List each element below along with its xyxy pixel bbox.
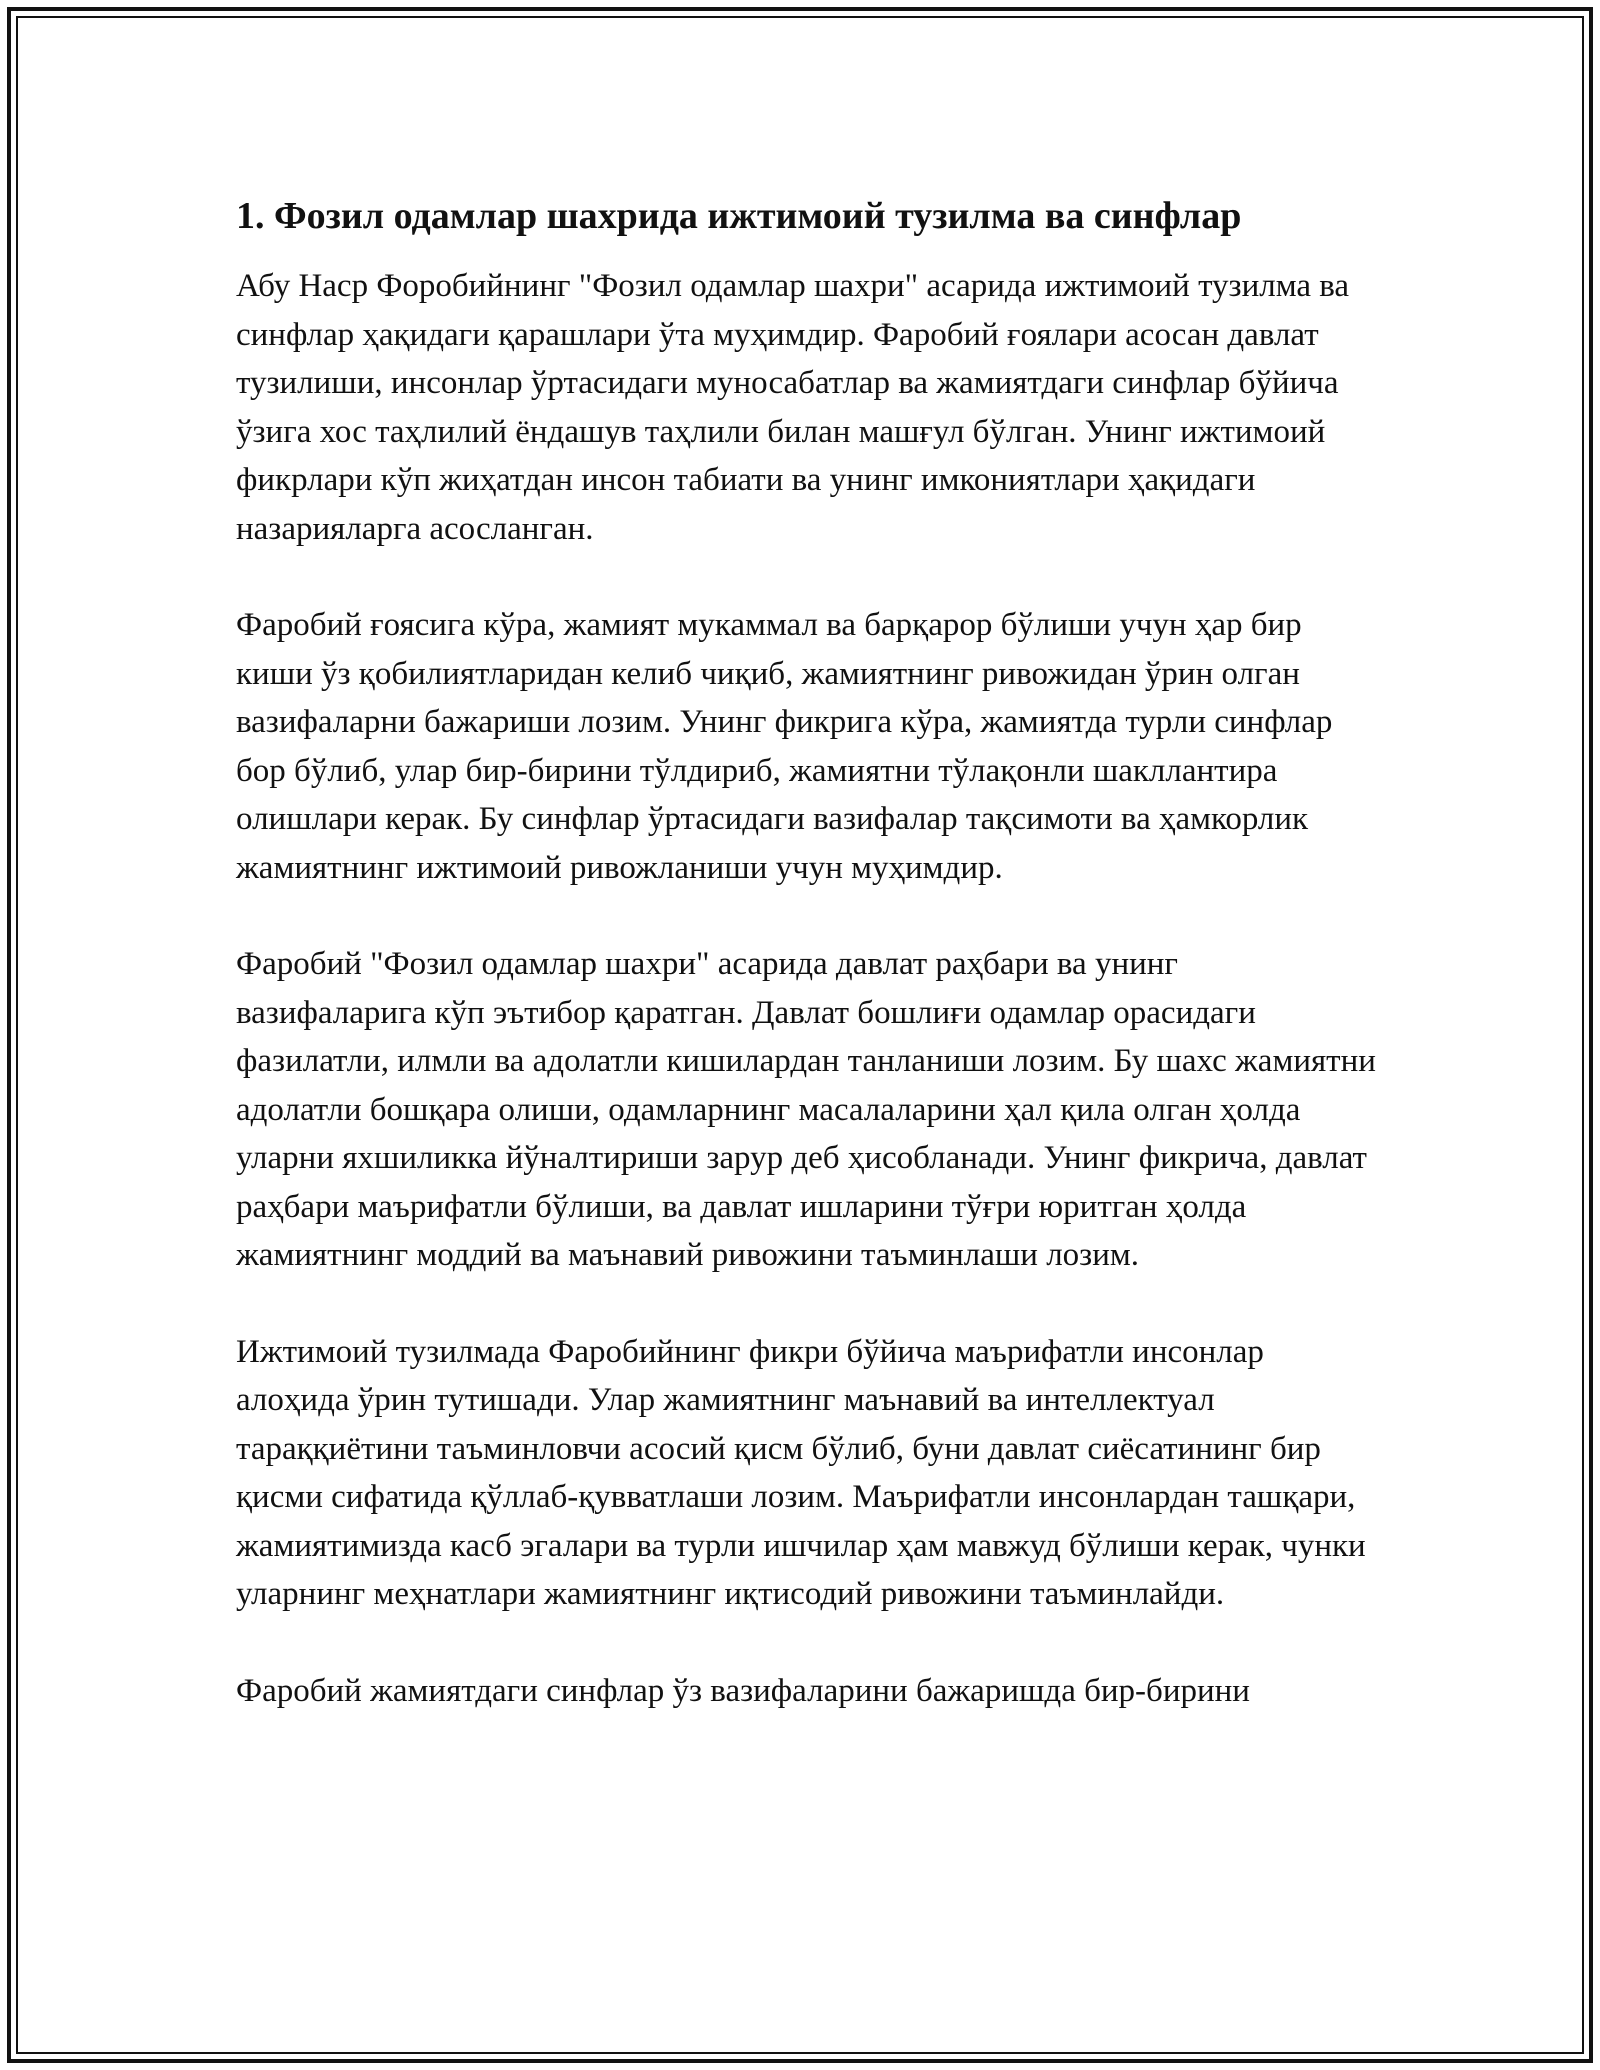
paragraph-4: Ижтимоий тузилмада Фаробийнинг фикри бўйича маърифатли инсонлар алоҳида ўрин тутишади. Улар жамиятнинг маънавий ва интеллектуал тараққиётини таъминловчи асосий қисм бўлиб, буни давлат сиёсатининг бир қисми сифатида қўллаб-қувватлаши лозим. Маърифатли инсонлардан ташқари, жамиятимизда касб эгалари ва турли ишчилар ҳам мавжуд бўлиши керак, чунки уларнинг меҳнатлари жамиятнинг иқтисодий ривожини таъминлайди. [236,1333,1366,1612]
paragraph-3: Фаробий "Фозил одамлар шахри" асарида давлат раҳбари ва унинг вазифаларига кўп эътибор қаратган. Давлат бошлиғи одамлар орасидаги фазилатли, илмли ва адолатли кишилардан танланиши лозим. Бу шахс жамиятни адолатли бошқара олиши, одамларнинг масалаларини ҳал қила олган ҳолда уларни яхшиликка йўналтириши зарур деб ҳисобланади. Унинг фикрича, давлат раҳбари маърифатли бўлиши, ва давлат ишларини тўғри юритган ҳолда жамиятнинг моддий ва маънавий ривожини таъминлаши лозим. [236,946,1376,1273]
paragraph-2: Фаробий ғоясига кўра, жамият мукаммал ва барқарор бўлиши учун ҳар бир киши ўз қобилиятларидан келиб чиқиб, жамиятнинг ривожидан ўрин олган вазифаларни бажариши лозим. Унинг фикрига кўра, жамиятда турли синфлар бор бўлиб, улар бир-бирини тўлдириб, жамиятни тўлақонли шакллантира олишлари керак. Бу синфлар ўртасидаги вазифалар тақсимоти ва ҳамкорлик жамиятнинг ижтимоий ривожланиши учун муҳимдир. [236,607,1333,886]
paragraph-1: Абу Наср Форобийнинг "Фозил одамлар шахри" асарида ижтимоий тузилма ва синфлар ҳақидаги қарашлари ўта муҳимдир. Фаробий ғоялари асосан давлат тузилиши, инсонлар ўртасидаги муносабатлар ва жамиятдаги синфлар бўйича ўзига хос таҳлилий ёндашув таҳлили билан машғул бўлган. Унинг ижтимоий фикрлари кўп жиҳатдан инсон табиати ва унинг имкониятлари ҳақидаги назарияларга асосланган. [236,268,1350,547]
document-body [236,188,1376,1715]
section-heading: 1. Фозил одамлар шахрида ижтимоий тузилма ва синфлар [236,195,1242,237]
paragraph-5: Фаробий жамиятдаги синфлар ўз вазифаларини бажаришда бир-бирини [236,1672,1250,1709]
